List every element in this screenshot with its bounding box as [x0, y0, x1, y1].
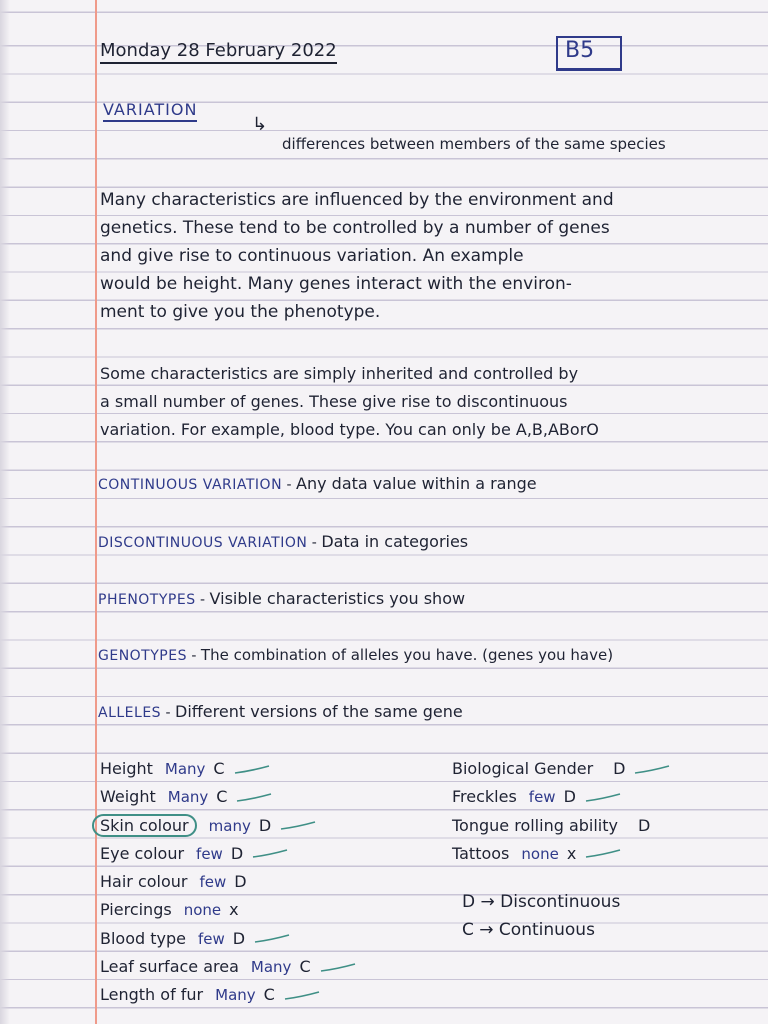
item-type: D: [258, 815, 272, 835]
section-heading: VARIATION: [103, 100, 197, 122]
item-name: Tongue rolling ability: [452, 815, 618, 835]
term-row-genotypes: [98, 646, 613, 664]
paragraph-genetics-environment: [100, 186, 750, 326]
item-type: D: [637, 815, 651, 835]
paragraph-line: genetics. These tend to be controlled by a number of genes: [100, 218, 610, 238]
list-item: [100, 868, 357, 896]
item-name: Height: [100, 759, 153, 778]
paragraph-line: and give rise to continuous variation. An example: [100, 246, 524, 266]
term-separator: -: [195, 592, 210, 608]
item-type: C: [216, 787, 228, 807]
term-label: DISCONTINUOUS VARIATION: [98, 535, 308, 551]
item-type: C: [213, 759, 225, 778]
item-name: Weight: [100, 787, 156, 807]
item-name: Eye colour: [100, 843, 185, 863]
term-label: PHENOTYPES: [98, 592, 196, 608]
check-tick-icon: [283, 991, 321, 1001]
item-amount: few: [196, 844, 223, 863]
item-amount: none: [183, 901, 222, 920]
item-type: D: [232, 928, 246, 948]
list-item: [100, 981, 357, 1009]
check-tick-icon: [279, 821, 317, 831]
list-item: [452, 840, 671, 868]
term-definition: Any data value within a range: [296, 474, 537, 493]
item-type: x: [229, 900, 239, 920]
check-tick-icon: [584, 793, 622, 803]
item-amount: many: [208, 816, 251, 835]
term-separator: -: [307, 535, 322, 551]
list-item: [100, 783, 357, 811]
check-tick-icon: [633, 765, 671, 775]
list-item: [100, 812, 357, 840]
item-name: Piercings: [100, 900, 172, 920]
item-name: Freckles: [452, 787, 517, 807]
term-definition: Different versions of the same gene: [175, 702, 463, 721]
term-separator: -: [186, 648, 201, 664]
item-type: D: [563, 787, 576, 807]
paragraph-line: would be height. Many genes interact with the environ-: [100, 274, 572, 294]
item-amount: few: [528, 788, 556, 807]
item-name: Length of fur: [100, 985, 204, 1005]
definition-arrow-icon: ↳: [252, 114, 268, 135]
check-tick-icon: [319, 963, 357, 973]
item-amount: Many: [250, 958, 292, 977]
check-tick-icon: [233, 765, 271, 775]
item-amount: few: [199, 873, 227, 892]
list-item: [452, 755, 671, 783]
term-label: CONTINUOUS VARIATION: [98, 477, 283, 493]
item-name: Blood type: [100, 928, 186, 948]
page-shadow: [0, 0, 10, 1024]
term-label: ALLELES: [98, 705, 162, 721]
term-row-alleles: [98, 702, 463, 721]
paragraph-line: Some characteristics are simply inherited and controlled by: [100, 364, 579, 383]
paragraph-line: ment to give you the phenotype.: [100, 302, 381, 322]
characteristics-list-right: [452, 755, 671, 868]
check-tick-icon: [584, 849, 622, 859]
term-row-continuous: [98, 474, 537, 493]
item-amount: Many: [215, 986, 256, 1005]
term-definition: The combination of alleles you have. (genes you have): [200, 646, 614, 664]
term-label: GENOTYPES: [98, 648, 187, 664]
page-date: Monday 28 February 2022: [100, 40, 337, 64]
term-row-phenotypes: [98, 589, 465, 608]
item-name: Tattoos: [452, 843, 510, 863]
item-name: Biological Gender: [452, 759, 594, 778]
item-amount: few: [197, 929, 225, 948]
term-separator: -: [282, 477, 297, 493]
legend-key: [462, 888, 620, 944]
characteristics-list-left: [100, 755, 357, 1010]
heading-definition: differences between members of the same species: [282, 135, 666, 153]
key-continuous: C → Continuous: [462, 920, 595, 940]
item-name: Leaf surface area: [100, 957, 239, 977]
item-type: C: [263, 985, 275, 1005]
list-item: [452, 812, 671, 840]
page-code: B5: [565, 38, 595, 63]
list-item: [100, 840, 357, 868]
item-type: C: [299, 957, 311, 977]
paragraph-line: Many characteristics are influenced by the environment and: [100, 190, 614, 210]
item-type: D: [234, 872, 247, 892]
check-tick-icon: [253, 934, 291, 944]
item-name: Hair colour: [100, 872, 188, 892]
paragraph-inherited: [100, 360, 750, 444]
list-item: [100, 925, 357, 953]
item-amount: Many: [167, 788, 209, 807]
paragraph-line: a small number of genes. These give rise to discontinuous: [100, 392, 568, 411]
term-row-discontinuous: [98, 532, 468, 551]
item-type: x: [566, 843, 577, 863]
margin-line: [95, 0, 97, 1024]
term-definition: Visible characteristics you show: [209, 589, 466, 608]
paragraph-line: variation. For example, blood type. You can only be A,B,ABorO: [100, 420, 599, 439]
check-tick-icon: [235, 793, 273, 803]
list-item: [452, 783, 671, 811]
item-type: D: [230, 843, 244, 863]
list-item: [100, 896, 357, 924]
check-tick-icon: [251, 849, 289, 859]
item-amount: none: [521, 844, 559, 863]
term-separator: -: [161, 705, 176, 721]
term-definition: Data in categories: [321, 532, 469, 551]
item-type: D: [613, 759, 626, 778]
item-amount: Many: [164, 760, 206, 778]
list-item: [100, 755, 357, 783]
key-discontinuous: D → Discontinuous: [462, 892, 621, 912]
item-name: Skin colour: [92, 814, 197, 837]
list-item: [100, 953, 357, 981]
